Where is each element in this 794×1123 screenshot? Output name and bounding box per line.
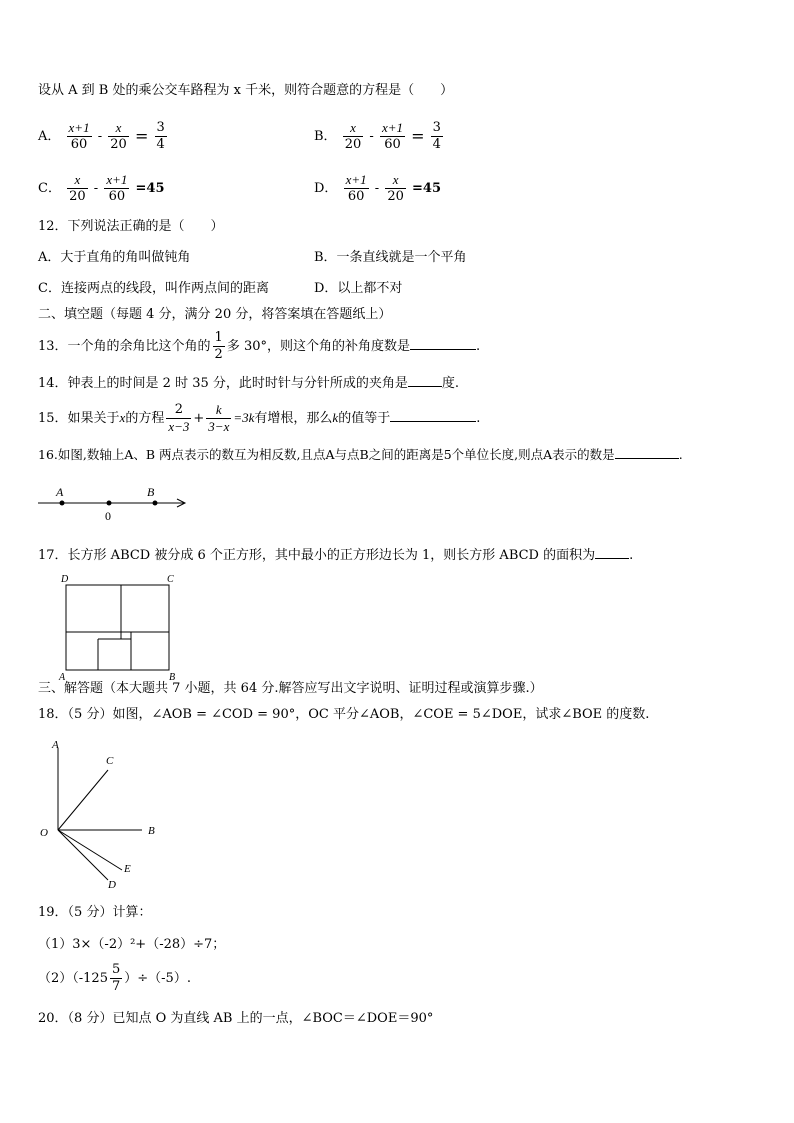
label-c: C bbox=[106, 755, 114, 767]
q15-text: 15．如果关于 bbox=[38, 411, 120, 426]
fraction: $\frac{x}{20}$ bbox=[344, 120, 362, 152]
point-zero bbox=[107, 501, 112, 506]
option-label: B． bbox=[314, 129, 337, 144]
operator: + bbox=[193, 411, 205, 426]
fraction: $\frac{2}{x-3}$ bbox=[168, 402, 190, 434]
fraction: $\frac{1}{2}$ bbox=[214, 330, 223, 362]
q11-option-a[interactable] bbox=[38, 120, 169, 153]
q17-text: 17．长方形 ABCD 被分成 6 个正方形，其中最小的正方形边长为 1，则长方形 ABCD 的面积为 bbox=[38, 548, 596, 563]
fraction: $\frac{x}{20}$ bbox=[387, 172, 404, 204]
q11-option-c[interactable] bbox=[38, 172, 165, 205]
q12-option-c[interactable]: C．连接两点的线段，叫作两点间的距离 bbox=[38, 281, 269, 296]
answer-blank[interactable] bbox=[410, 337, 476, 350]
ray-od bbox=[58, 830, 108, 880]
fraction: $\frac{3}{4}$ bbox=[156, 120, 165, 152]
answer-blank[interactable] bbox=[595, 546, 629, 559]
q14-text: 14．钟表上的时间是 2 时 35 分，此时时针与分针所成的夹角是 bbox=[38, 376, 408, 391]
q11-stem: 设从 A 到 B 处的乘公交车路程为 x 千米，则符合题意的方程是（ ） bbox=[38, 83, 454, 98]
q13-text: 13．一个角的余角比这个角的 bbox=[38, 339, 211, 354]
rhs: =3k bbox=[233, 410, 255, 425]
q20-text: 20．（8 分）已知点 O 为直线 AB 上的一点，∠BOC＝∠DOE＝90° bbox=[38, 1011, 434, 1026]
period: . bbox=[476, 339, 481, 354]
answer-blank[interactable] bbox=[615, 446, 679, 459]
q15-text-4: 的值等于 bbox=[338, 411, 391, 426]
q13 bbox=[38, 330, 480, 363]
q14-end: 度. bbox=[441, 376, 460, 391]
label-a: A bbox=[59, 672, 66, 682]
angle-figure bbox=[34, 734, 174, 894]
label-a: A bbox=[52, 739, 59, 751]
equals: = bbox=[411, 126, 425, 146]
equals: = bbox=[134, 126, 149, 146]
fraction: $\frac{x}{20}$ bbox=[69, 172, 86, 204]
label-c: C bbox=[167, 574, 174, 585]
fraction: $\frac{x}{20}$ bbox=[110, 120, 127, 152]
q12-option-b[interactable]: B．一条直线就是一个平角 bbox=[314, 250, 467, 265]
q19-stem: 19．（5 分）计算： bbox=[38, 905, 152, 920]
q19-part2-text-2: ）÷（-5）. bbox=[124, 971, 191, 986]
rhs: =45 bbox=[135, 181, 165, 196]
rectangle-abcd bbox=[66, 585, 169, 670]
rectangle-figure bbox=[56, 572, 186, 682]
q17 bbox=[38, 546, 633, 565]
q19-part2-text: （2）（-125 bbox=[38, 971, 108, 986]
section2-title: 二、填空题（每题 4 分，满分 20 分，将答案填在答题纸上） bbox=[38, 307, 392, 322]
section3-title: 三、解答题（本大题共 7 小题，共 64 分.解答应写出文字说明、证明过程或演算步骤.） bbox=[38, 681, 543, 696]
q12-option-d[interactable]: D．以上都不对 bbox=[314, 281, 403, 296]
operator: - bbox=[374, 181, 380, 196]
operator: - bbox=[369, 129, 374, 144]
number-line-figure bbox=[34, 482, 194, 524]
answer-blank[interactable] bbox=[390, 409, 476, 422]
label-zero: 0 bbox=[105, 509, 111, 523]
q11-option-b[interactable] bbox=[314, 120, 445, 153]
q14 bbox=[38, 374, 459, 393]
option-label: A． bbox=[38, 129, 61, 144]
label-a: A bbox=[56, 485, 64, 499]
fraction: $\frac{x+1}{60}$ bbox=[381, 120, 403, 152]
option-label: C． bbox=[38, 181, 61, 196]
period: . bbox=[629, 548, 634, 563]
variable: x bbox=[119, 410, 126, 425]
fraction: $\frac{5}{7}$ bbox=[111, 962, 121, 994]
q15-text-2: 的方程 bbox=[125, 411, 165, 426]
rhs: =45 bbox=[412, 181, 441, 196]
label-b: B bbox=[148, 825, 155, 837]
period: . bbox=[476, 411, 481, 426]
q19-part1: （1）3×（-2）²+（-28）÷7； bbox=[38, 937, 226, 952]
label-b: B bbox=[147, 485, 155, 499]
operator: - bbox=[93, 181, 99, 196]
q15 bbox=[38, 402, 480, 435]
label-d: D bbox=[61, 574, 69, 585]
label-o: O bbox=[40, 827, 48, 839]
point-a bbox=[60, 501, 65, 506]
q12-option-a[interactable]: A．大于直角的角叫做钝角 bbox=[38, 250, 191, 265]
answer-blank[interactable] bbox=[408, 374, 442, 387]
q13-text-2: 多 30°，则这个角的补角度数是 bbox=[226, 339, 411, 354]
q12-stem: 12．下列说法正确的是（ ） bbox=[38, 219, 224, 234]
label-d: D bbox=[108, 879, 116, 891]
option-label: D． bbox=[314, 181, 338, 196]
period: . bbox=[678, 447, 683, 462]
q11-option-d[interactable] bbox=[314, 172, 441, 205]
label-e: E bbox=[124, 863, 131, 875]
fraction: $\frac{x+1}{60}$ bbox=[106, 172, 128, 204]
q19-part2 bbox=[38, 962, 191, 995]
fraction: $\frac{k}{3-x}$ bbox=[208, 402, 230, 434]
ray-oe bbox=[58, 830, 122, 870]
fraction: $\frac{x+1}{60}$ bbox=[68, 120, 90, 152]
operator: - bbox=[97, 129, 103, 144]
variable: k bbox=[332, 410, 339, 425]
q18-text: 18．（5 分）如图，∠AOB = ∠COD = 90°，OC 平分∠AOB，∠COE = 5∠DOE，试求∠BOE 的度数. bbox=[38, 707, 650, 722]
q16-text: 16.如图,数轴上A、B 两点表示的数互为相反数,且点A与点B之间的距离是5个单位长度,则点A表示的数是 bbox=[38, 447, 615, 462]
q16 bbox=[38, 446, 683, 464]
q15-text-3: 有增根，那么 bbox=[254, 411, 333, 426]
label-b: B bbox=[169, 672, 176, 682]
fraction: $\frac{x+1}{60}$ bbox=[345, 172, 367, 204]
fraction: $\frac{3}{4}$ bbox=[432, 120, 441, 152]
ray-oc bbox=[58, 770, 108, 830]
point-b bbox=[153, 501, 158, 506]
